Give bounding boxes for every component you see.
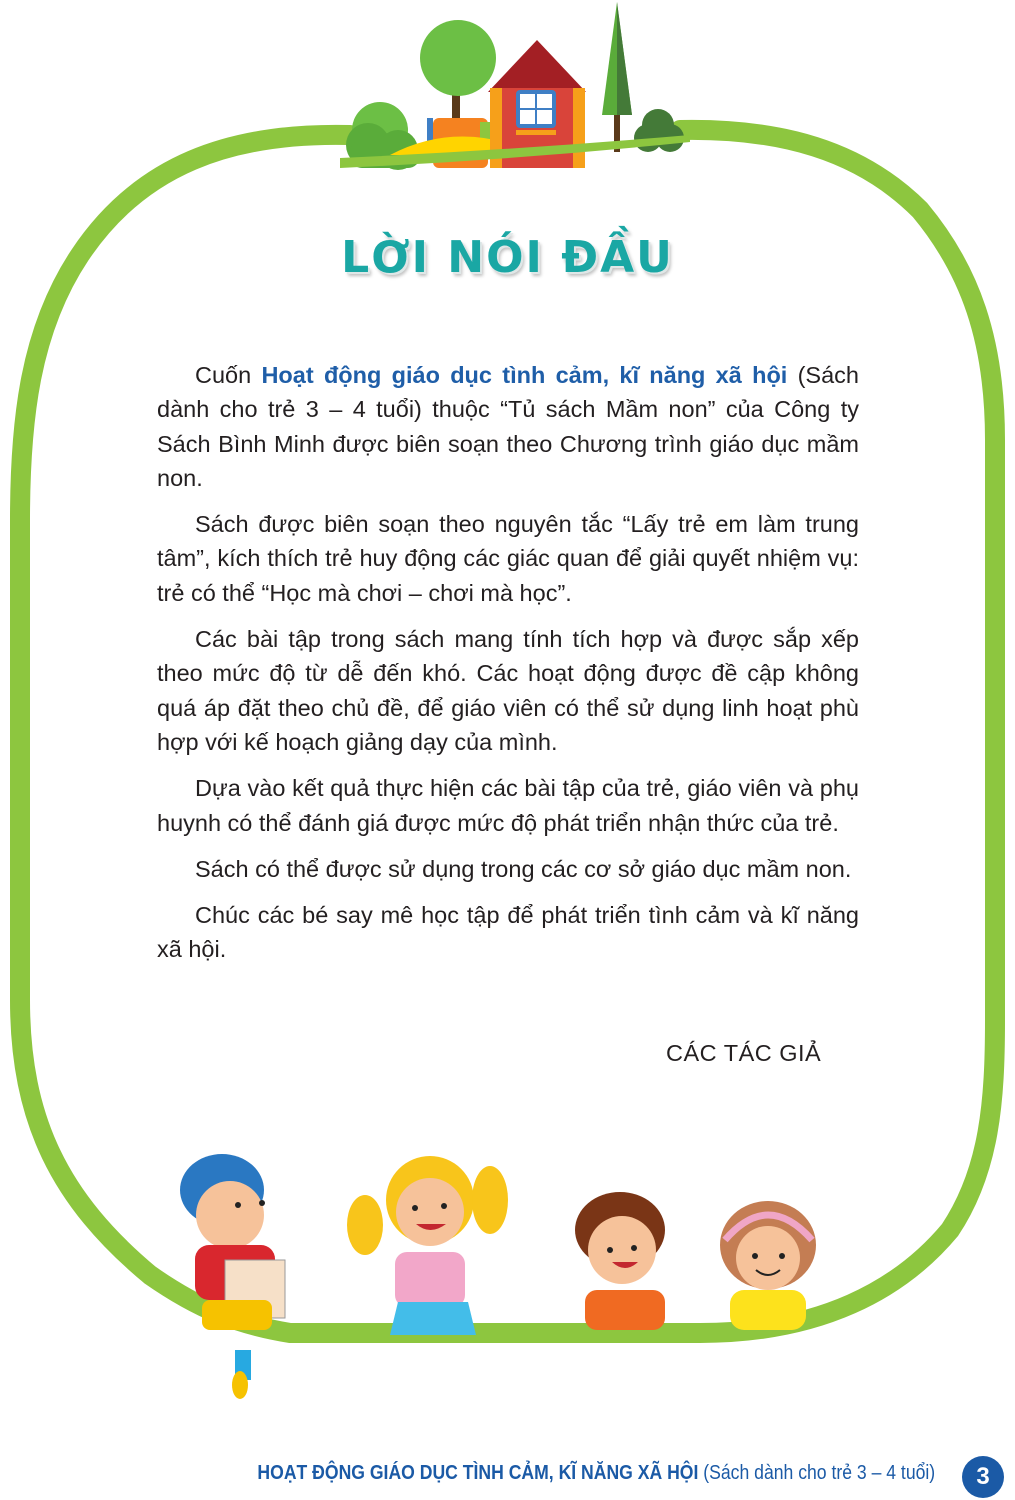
house-scene-illustration bbox=[340, 0, 690, 180]
page-number-badge: 3 bbox=[962, 1456, 1004, 1498]
paragraph-1-lead: Cuốn bbox=[195, 362, 262, 388]
boy-with-cap-icon bbox=[180, 1154, 285, 1399]
footer-book-title bbox=[257, 1462, 935, 1485]
paragraph-5: Sách có thể được sử dụng trong các cơ sở giáo dục mầm non. bbox=[195, 855, 852, 882]
paragraph-4: Dựa vào kết quả thực hiện các bài tập của trẻ, giáo viên và phụ huynh có thể đánh giá được mức độ phát triển nhận thức của trẻ. bbox=[157, 775, 859, 836]
signature: CÁC TÁC GIẢ bbox=[666, 1040, 822, 1066]
footer-title: HOẠT ĐỘNG GIÁO DỤC TÌNH CẢM, KĨ NĂNG XÃ HỘI bbox=[257, 1462, 699, 1484]
children-illustration bbox=[150, 1140, 850, 1410]
girl-pigtails-icon bbox=[347, 1156, 508, 1335]
preface-body bbox=[157, 358, 859, 979]
pine-tree-icon bbox=[602, 2, 632, 152]
book-title-highlight: Hoạt động giáo dục tình cảm, kĩ năng xã hội bbox=[261, 362, 788, 388]
page-title: LỜI NÓI ĐẦU bbox=[341, 232, 674, 283]
paragraph-6: Chúc các bé say mê học tập để phát triển tình cảm và kĩ năng xã hội. bbox=[157, 902, 859, 963]
paragraph-3: Các bài tập trong sách mang tính tích hợp và được sắp xếp theo mức độ từ dễ đến khó. Các hoạt động được đề cập không quá áp đặt theo chủ đề, để giáo viên có thể sử dụng linh hoạt phù hợp với kế hoạch giảng dạy của mình. bbox=[157, 626, 859, 755]
girl-headband-icon bbox=[720, 1201, 816, 1330]
paragraph-2: Sách được biên soạn theo nguyên tắc “Lấy trẻ em làm trung tâm”, kích thích trẻ huy động các giác quan để giải quyết nhiệm vụ: trẻ có thể “Học mà chơi – chơi mà học”. bbox=[157, 511, 859, 606]
boy-laughing-icon bbox=[575, 1192, 665, 1330]
paragraph-1 bbox=[157, 358, 859, 495]
footer-subtitle: (Sách dành cho trẻ 3 – 4 tuổi) bbox=[698, 1462, 935, 1484]
paragraph-1-rest: (Sách dành cho trẻ 3 – 4 tuổi) thuộc “Tủ sách Mầm non” của Công ty Sách Bình Minh được biên soạn theo Chương trình giáo dục mầm non. bbox=[157, 362, 859, 491]
